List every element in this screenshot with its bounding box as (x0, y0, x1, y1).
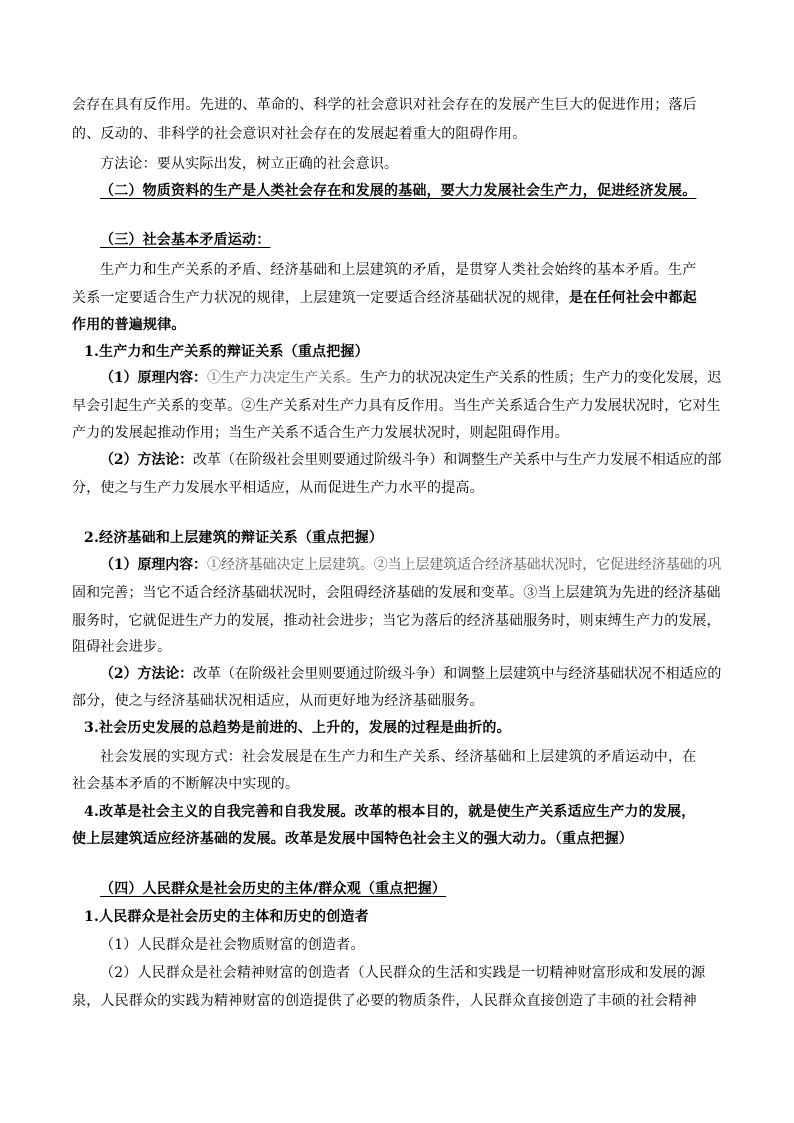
paragraph-line: 泉，人民群众的实践为精神财富的创造提供了必要的物质条件，人民群众直接创造了丰硕的社会精神 (72, 993, 697, 1009)
paragraph-line: 社会基本矛盾的不断解决中实现的。 (72, 776, 300, 792)
paragraph-line: 固和完善；当它不适合经济基础状况时，会阻碍经济基础的发展和变革。③当上层建筑为先进的经济基础 (72, 585, 721, 601)
paragraph-line: 生产力和生产关系的矛盾、经济基础和上层建筑的矛盾，是贯穿人类社会始终的基本矛盾。生产 (100, 262, 697, 278)
paragraph-line: 早会引起生产关系的变革。②生产关系对生产力具有反作用。当生产关系适合生产力发展状况时，它对生 (72, 398, 721, 414)
paragraph-line (72, 287, 697, 307)
paragraph-line: 使上层建筑适应经济基础的发展。改革是发展中国特色社会主义的强大动力。（重点把握） (72, 831, 633, 847)
text-run: 关系一定要适合生产力状况的规律，上层建筑一定要适合经济基础状况的规律， (72, 290, 569, 306)
gray-text-run: ①生产力决定生产关系。 (206, 370, 360, 386)
paragraph-line: 会存在具有反作用。先进的、革命的、科学的社会意识对社会存在的发展产生巨大的促进作用；落后 (72, 97, 697, 113)
paragraph-line: （1）人民群众是社会物质财富的创造者。 (100, 937, 365, 953)
paragraph-line (100, 449, 721, 469)
method-line: 方法论：要从实际出发，树立正确的社会意识。 (100, 156, 399, 172)
subheading-2: 2.经济基础和上层建筑的辩证关系（重点把握） (84, 530, 384, 546)
section-heading-2: （二）物质资料的生产是人类社会存在和发展的基础，要大力发展社会生产力，促进经济发展。 (100, 183, 697, 199)
paragraph-line (100, 554, 721, 574)
text-run: 改革（在阶级社会里则要通过阶级斗争）和调整生产关系中与生产力发展不相适应的部 (193, 452, 722, 468)
paragraph-line: （2）人民群众是社会精神财富的创造者（人民群众的生活和实践是一切精神财富形成和发展的源 (100, 965, 706, 981)
paragraph-line: 分，使之与生产力发展水平相适应，从而促进生产力水平的提高。 (72, 480, 484, 496)
paragraph-line: 阻碍社会进步。 (72, 639, 172, 655)
bold-text-run: 是在任何社会中都起 (569, 290, 697, 306)
subheading-4: 4.改革是社会主义的自我完善和自我发展。改革的根本目的，就是使生产关系适应生产力的发展， (84, 804, 696, 820)
subheading-3: 3.社会历史发展的总趋势是前进的、上升的，发展的过程是曲折的。 (84, 720, 511, 736)
label-run: （1）原理内容： (100, 370, 207, 386)
paragraph-line: 服务时，它就促进生产力的发展，推动社会进步；当它为落后的经济基础服务时，则束缚生产力的发展， (72, 613, 721, 629)
paragraph-line: 的、反动的、非科学的社会意识对社会存在的发展起着重大的阻碍作用。 (72, 126, 527, 142)
label-run: （2）方法论： (100, 452, 194, 468)
paragraph-line: 社会发展的实现方式：社会发展是在生产力和生产关系、经济基础和上层建筑的矛盾运动中，在 (100, 749, 697, 765)
text-run: 改革（在阶级社会里则要通过阶级斗争）和调整上层建筑中与经济基础状况不相适应的 (193, 666, 722, 682)
label-run: （1）原理内容： (100, 557, 207, 573)
paragraph-line: 作用的普遍规律。 (72, 317, 186, 333)
section-heading-4: （四）人民群众是社会历史的主体/群众观（重点把握） (100, 881, 447, 897)
subheading-1: 1.生产力和生产关系的辩证关系（重点把握） (84, 344, 369, 360)
paragraph-line: 部分，使之与经济基础状况相适应，从而更好地为经济基础服务。 (72, 693, 484, 709)
subheading-5: 1.人民群众是社会历史的主体和历史的创造者 (84, 909, 369, 925)
paragraph-line (100, 663, 721, 683)
paragraph-line (100, 367, 721, 387)
label-run: （2）方法论： (100, 666, 194, 682)
paragraph-line: 产力的发展起推动作用；当生产关系不适合生产力发展状况时，则起阻碍作用。 (72, 425, 569, 441)
text-run: 生产力的状况决定生产关系的性质；生产力的变化发展，迟 (359, 370, 722, 386)
section-heading-3: （三）社会基本矛盾运动： (100, 232, 271, 248)
gray-text-run: ①经济基础决定上层建筑。②当上层建筑适合经济基础状况时，它促进经济基础的巩 (206, 557, 722, 573)
